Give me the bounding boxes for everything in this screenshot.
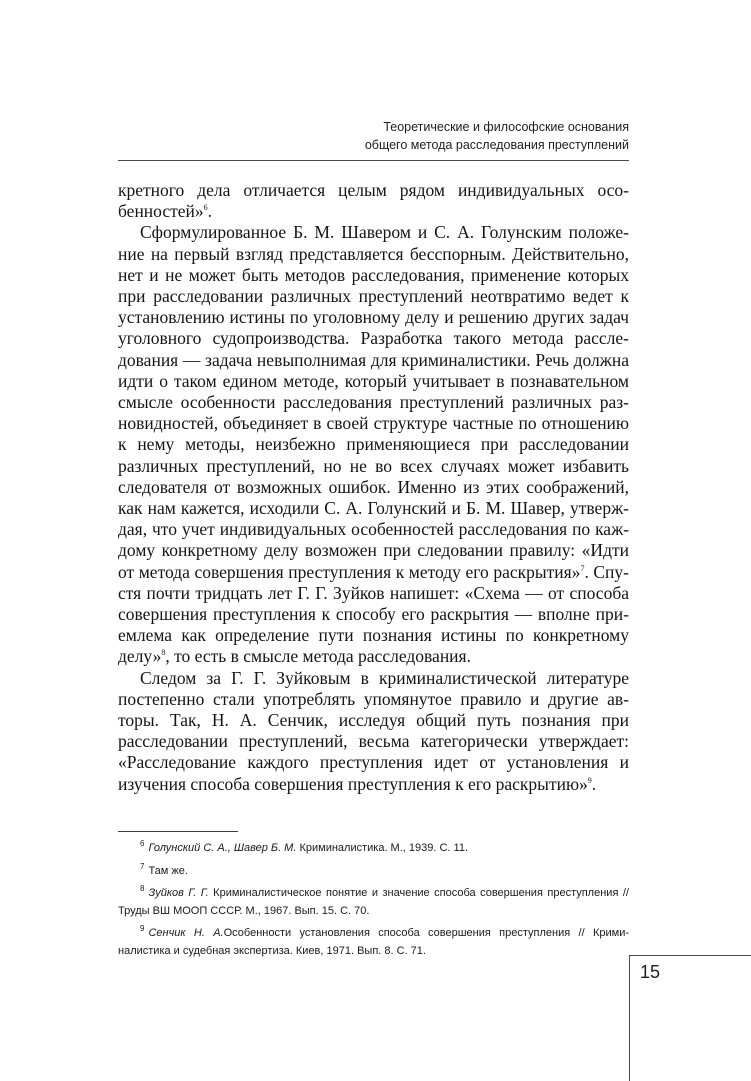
footnote-8	[118, 885, 629, 920]
footnote-7	[118, 863, 629, 881]
paragraph-2-text-c: , то есть в смысле метода расследования.	[165, 646, 471, 667]
footnote-number: 7	[140, 861, 145, 871]
footnote-ref-7[interactable]: 7	[580, 563, 585, 573]
paragraph-1-text: кретного дела отличается целым рядом индивидуальных особенностей»	[118, 180, 629, 222]
footnote-ref-9[interactable]: 9	[587, 775, 592, 785]
footnote-text: Особенности установления способа совершения преступления // Криминалистика и судебная экспертиза. Киев, 1971. Вып. 8. С. 71.	[118, 927, 630, 957]
footnote-ref-6[interactable]: 6	[203, 203, 208, 213]
footnote-author: Сенчик Н. А.	[148, 927, 224, 939]
footnote-author: Зуйков Г. Г.	[148, 887, 209, 899]
footnote-text: Криминалистика. М., 1939. С. 11.	[296, 842, 469, 854]
footnote-number: 9	[140, 924, 145, 934]
paragraph-2	[118, 222, 629, 667]
paragraph-2-text-a: Сформулированное Б. М. Шавером и С. А. Голунским положение на первый взгляд представляется бесспорным. Действительно, нет и не может быть методов расследования, применение которых при расследовании различных преступлений неотвратимо ведет к установлению истины по уголовному делу и решению других задач уголовного судопроизводства. Разработка такого метода расследования — задача невыполнимая для криминалистики. Речь должна идти о таком едином методе, который учитывает в познавательном смысле особенности расследования преступлений различных разновидностей, объединяет в своей структуре частные по отношению к нему методы, неизбежно применяющиеся при расследовании различных преступлений, но не во всех случаях может избавить следователя от возможных ошибок. Именно из этих соображений, как нам кажется, исходили С. А. Голунский и Б. М. Шавер, утверждая, что учет индивидуальных особенностей расследования по каждому конкретному делу возможен при следовании правилу: «Идти от метода совершения преступления к методу его раскрытия»	[118, 222, 629, 582]
footnote-text: Криминалистическое понятие и значение способа совершения преступления // Труды ВШ МООП СССР. М., 1967. Вып. 15. С. 70.	[118, 887, 629, 917]
footnote-author: Голунский С. А., Шавер Б. М.	[148, 842, 297, 854]
footnote-number: 8	[140, 884, 145, 894]
footnote-number: 6	[140, 839, 145, 849]
footnote-text: Там же.	[148, 864, 188, 877]
running-header-line-1: Теоретические и философские основания	[383, 120, 629, 134]
paragraph-1: кретного дела отличается целым рядом индивидуальных особенностей»$^6$.	[118, 180, 629, 222]
footnote-divider	[118, 831, 238, 832]
paragraph-3	[118, 668, 629, 795]
footnote-ref-8[interactable]: 8	[161, 648, 166, 658]
paragraph-3-end: .	[591, 773, 597, 794]
running-header-line-2: общего метода расследования преступлений	[364, 138, 629, 152]
paragraph-2-text-b: . Спустя почти тридцать лет Г. Г. Зуйков напишет: «Схема — от способа совершения преступления к способу его раскрытия — вполне приемлема как определение пути познания истины по конкретному делу»	[118, 561, 629, 667]
footnote-9	[118, 925, 629, 960]
header-divider	[118, 160, 629, 161]
body-text	[118, 180, 629, 795]
footnotes	[118, 840, 629, 965]
footnote-6	[118, 840, 629, 858]
running-header	[169, 118, 629, 154]
page-number: 15	[640, 962, 661, 982]
paragraph-3-text: Следом за Г. Г. Зуйковым в криминалистической литературе постепенно стали употреблять упомянутое правило и другие авторы. Так, Н. А. Сенчик, исследуя общий путь познания при расследовании преступлений, весьма категорически утверждает: «Расследование каждого преступления идет от установления и изучения способа совершения преступления к его раскрытию»	[118, 667, 629, 794]
